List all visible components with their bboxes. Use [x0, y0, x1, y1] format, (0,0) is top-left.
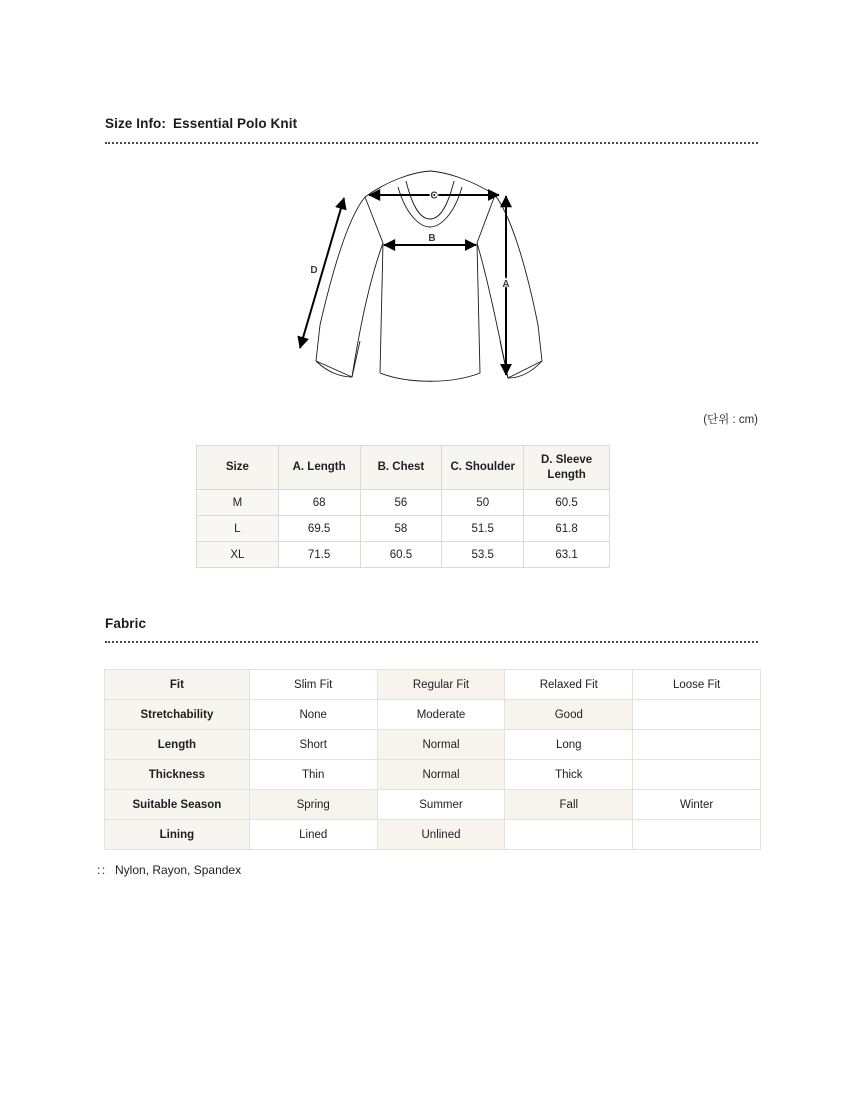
- table-row: [105, 700, 761, 730]
- table-row: [197, 542, 610, 568]
- size-info-divider: [105, 142, 758, 144]
- table-row: [197, 490, 610, 516]
- option-cell-selected[interactable]: Regular Fit: [377, 670, 505, 700]
- sleeve-value: 60.5: [524, 490, 610, 516]
- measure-line-d: [300, 198, 344, 348]
- option-cell[interactable]: Moderate: [377, 700, 505, 730]
- garment-diagram: [280, 165, 580, 395]
- measure-label-d: D: [310, 265, 318, 276]
- size-table-header-cell: D. Sleeve Length: [524, 446, 610, 490]
- option-cell-empty: [633, 760, 761, 790]
- table-row: [105, 820, 761, 850]
- size-table-header-cell: C. Shoulder: [442, 446, 524, 490]
- unit-note: (단위 : cm): [703, 414, 758, 426]
- table-row: [105, 790, 761, 820]
- shoulder-value: 53.5: [442, 542, 524, 568]
- composition-materials: Nylon, Rayon, Spandex: [115, 863, 242, 877]
- length-value: 69.5: [278, 516, 360, 542]
- size-table-header-cell: A. Length: [278, 446, 360, 490]
- option-cell-selected[interactable]: Normal: [377, 730, 505, 760]
- option-cell-empty: [633, 730, 761, 760]
- fabric-divider: [105, 641, 758, 643]
- product-name: Essential Polo Knit: [173, 116, 298, 131]
- table-row: [105, 760, 761, 790]
- option-cell-selected[interactable]: Spring: [249, 790, 377, 820]
- size-info-label: Size Info:: [105, 116, 166, 131]
- option-cell[interactable]: Lined: [249, 820, 377, 850]
- attribute-label: Stretchability: [105, 700, 250, 730]
- option-cell-empty: [633, 700, 761, 730]
- table-row: [105, 730, 761, 760]
- option-cell-selected[interactable]: Unlined: [377, 820, 505, 850]
- table-row: [197, 516, 610, 542]
- size-value: XL: [197, 542, 279, 568]
- measure-label-a: A: [502, 279, 510, 290]
- fabric-composition: [97, 863, 241, 877]
- size-table-header-cell: B. Chest: [360, 446, 442, 490]
- fabric-heading: Fabric: [105, 616, 147, 631]
- length-value: 68: [278, 490, 360, 516]
- chest-value: 56: [360, 490, 442, 516]
- measure-label-c: C: [430, 190, 438, 202]
- size-value: L: [197, 516, 279, 542]
- size-value: M: [197, 490, 279, 516]
- attribute-label: Length: [105, 730, 250, 760]
- size-table-header-row: [197, 446, 610, 490]
- option-cell[interactable]: Slim Fit: [249, 670, 377, 700]
- attribute-label: Suitable Season: [105, 790, 250, 820]
- size-measurement-table: [196, 445, 610, 568]
- shoulder-value: 50: [442, 490, 524, 516]
- option-cell[interactable]: None: [249, 700, 377, 730]
- attribute-label: Lining: [105, 820, 250, 850]
- sleeve-value: 61.8: [524, 516, 610, 542]
- attribute-label: Fit: [105, 670, 250, 700]
- option-cell[interactable]: Summer: [377, 790, 505, 820]
- attribute-label: Thickness: [105, 760, 250, 790]
- option-cell[interactable]: Thin: [249, 760, 377, 790]
- shoulder-value: 51.5: [442, 516, 524, 542]
- option-cell[interactable]: Thick: [505, 760, 633, 790]
- option-cell[interactable]: Relaxed Fit: [505, 670, 633, 700]
- option-cell-empty: [633, 820, 761, 850]
- table-row: [105, 670, 761, 700]
- size-info-heading: [105, 116, 297, 131]
- option-cell[interactable]: Short: [249, 730, 377, 760]
- measure-label-b: B: [428, 233, 436, 244]
- size-table-header-cell: Size: [197, 446, 279, 490]
- option-cell-selected[interactable]: Good: [505, 700, 633, 730]
- option-cell-empty: [505, 820, 633, 850]
- option-cell[interactable]: Long: [505, 730, 633, 760]
- option-cell[interactable]: Winter: [633, 790, 761, 820]
- sleeve-value: 63.1: [524, 542, 610, 568]
- chest-value: 60.5: [360, 542, 442, 568]
- chest-value: 58: [360, 516, 442, 542]
- composition-marks: ::: [97, 863, 107, 877]
- length-value: 71.5: [278, 542, 360, 568]
- option-cell-selected[interactable]: Normal: [377, 760, 505, 790]
- fabric-attributes-table: [104, 669, 761, 850]
- option-cell-selected[interactable]: Fall: [505, 790, 633, 820]
- option-cell[interactable]: Loose Fit: [633, 670, 761, 700]
